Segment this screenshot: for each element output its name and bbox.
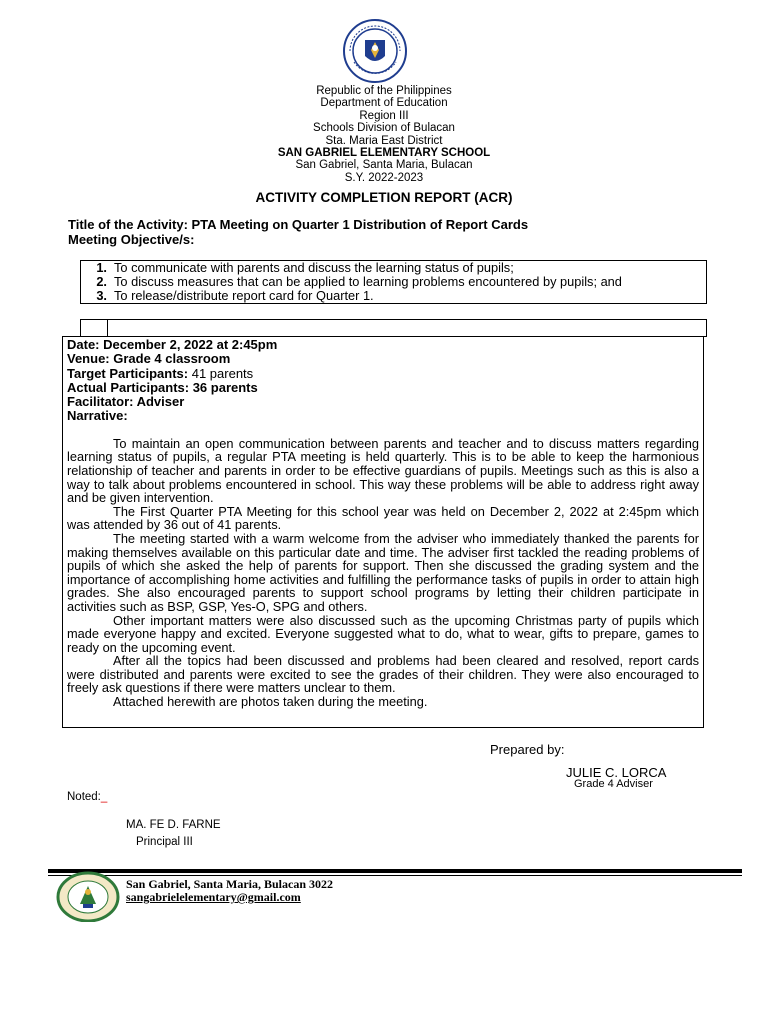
objective-text: To release/distribute report card for Quarter 1.	[114, 288, 374, 303]
school-year: S.Y. 2022-2023	[344, 171, 424, 184]
objectives-list	[80, 260, 707, 304]
prepared-by-label: Prepared by:	[490, 742, 565, 757]
narrative-paragraph: After all the topics had been discussed and problems had been cleared and resolved, report cards were distributed and parents were excited to see the grades of their children. They were also encouraged to freely ask questions if there were matters unclear to them.	[67, 653, 699, 696]
narrative-paragraph: Attached herewith are photos taken during the meeting.	[113, 694, 428, 710]
objective-number: 3.	[96, 288, 107, 303]
objective-number: 2.	[96, 274, 107, 289]
narrative-paragraph: The First Quarter PTA Meeting for this school year was held on December 2, 2022 at 2:45pm which was attended by 36 out of 41 parents.	[67, 503, 699, 533]
objective-number: 1.	[96, 260, 107, 275]
noted-by-position: Principal III	[136, 836, 193, 848]
narrative-body	[67, 437, 699, 709]
header-line-department: Department of Education	[320, 97, 448, 110]
deped-seal-icon	[336, 18, 414, 84]
school-name: SAN GABRIEL ELEMENTARY SCHOOL	[277, 147, 491, 160]
noted-mark: _	[100, 791, 108, 803]
activity-title: Title of the Activity: PTA Meeting on Quarter 1 Distribution of Report Cards	[68, 217, 529, 232]
narrative-paragraph: To maintain an open communication between parents and teacher and to discuss matters regarding learning status of pupils, a regular PTA meeting is held quarterly. This is to be able to keep the harmonious relationship of teacher and parents in order to be effective guardians of pupils. Meetings such as this is also a way to talk about problems encountered in school. This way these problems will be able to address right away and be given intervention.	[67, 435, 699, 506]
letterhead	[0, 85, 768, 184]
target-label: Target Participants:	[67, 365, 189, 381]
footer-rule-thin	[48, 875, 742, 876]
activity-details	[67, 338, 699, 424]
footer-rule	[48, 869, 742, 873]
meeting-date: Date: December 2, 2022 at 2:45pm	[67, 337, 278, 352]
noted-by-name: MA. FE D. FARNE	[126, 819, 221, 831]
target-participants	[67, 367, 699, 381]
footer-email-link[interactable]: sangabrielelementary@gmail.com	[126, 890, 301, 904]
meeting-venue: Venue: Grade 4 classroom	[67, 351, 231, 367]
prepared-by-name: JULIE C. LORCA	[566, 765, 667, 780]
narrative-paragraph: The meeting started with a warm welcome from the adviser who immediately thanked the parents for making themselves available on this particular date and time. The adviser first tackled the reading problems of pupils of which she asked the help of parents for support. Then she discussed the grading system and the importance of accomplishing home activities and fulfilling the performance tasks of pupils in order to attain high grades. She also encouraged parents to support school programs by letting their children participate in activities such as BSP, GSP, Yes-O, SPG and others.	[67, 530, 699, 614]
noted-label: Noted:	[67, 791, 101, 803]
table-divider	[107, 320, 108, 336]
objective-text: To discuss measures that can be applied to learning problems encountered by pupils; and	[114, 274, 622, 289]
school-logo-icon	[56, 870, 120, 922]
header-line-district: Sta. Maria East District	[325, 134, 443, 147]
actual-participants: Actual Participants: 36 parents	[67, 379, 258, 395]
objectives-blank-row	[80, 319, 707, 337]
header-line-region: Region III	[359, 109, 409, 122]
objective-item	[81, 289, 706, 303]
narrative-paragraph: Other important matters were also discussed such as the upcoming Christmas party of pupils which made everyone happy and excited. Everyone suggested what to do, what to wear, gifts to prepare, games to ready on the upcoming event.	[67, 612, 699, 655]
prepared-by-position: Grade 4 Adviser	[574, 778, 653, 790]
header-line-country: Republic of the Philippines	[316, 85, 452, 97]
target-value: 41 parents	[188, 365, 254, 381]
header-line-division: Schools Division of Bulacan	[313, 122, 455, 135]
activity-details-box	[62, 336, 704, 728]
footer-contact	[126, 878, 333, 904]
objective-item	[81, 261, 706, 275]
noted-label-line	[67, 791, 107, 803]
objective-item	[81, 275, 706, 289]
activity-title-block	[68, 217, 528, 247]
narrative-label: Narrative:	[67, 408, 128, 424]
report-title: ACTIVITY COMPLETION REPORT (ACR)	[255, 190, 513, 205]
facilitator: Facilitator: Adviser	[67, 394, 185, 410]
footer-address: San Gabriel, Santa Maria, Bulacan 3022	[126, 877, 334, 891]
objective-text: To communicate with parents and discuss the learning status of pupils;	[114, 260, 514, 275]
school-address: San Gabriel, Santa Maria, Bulacan	[295, 159, 473, 172]
objectives-label: Meeting Objective/s:	[68, 232, 195, 247]
